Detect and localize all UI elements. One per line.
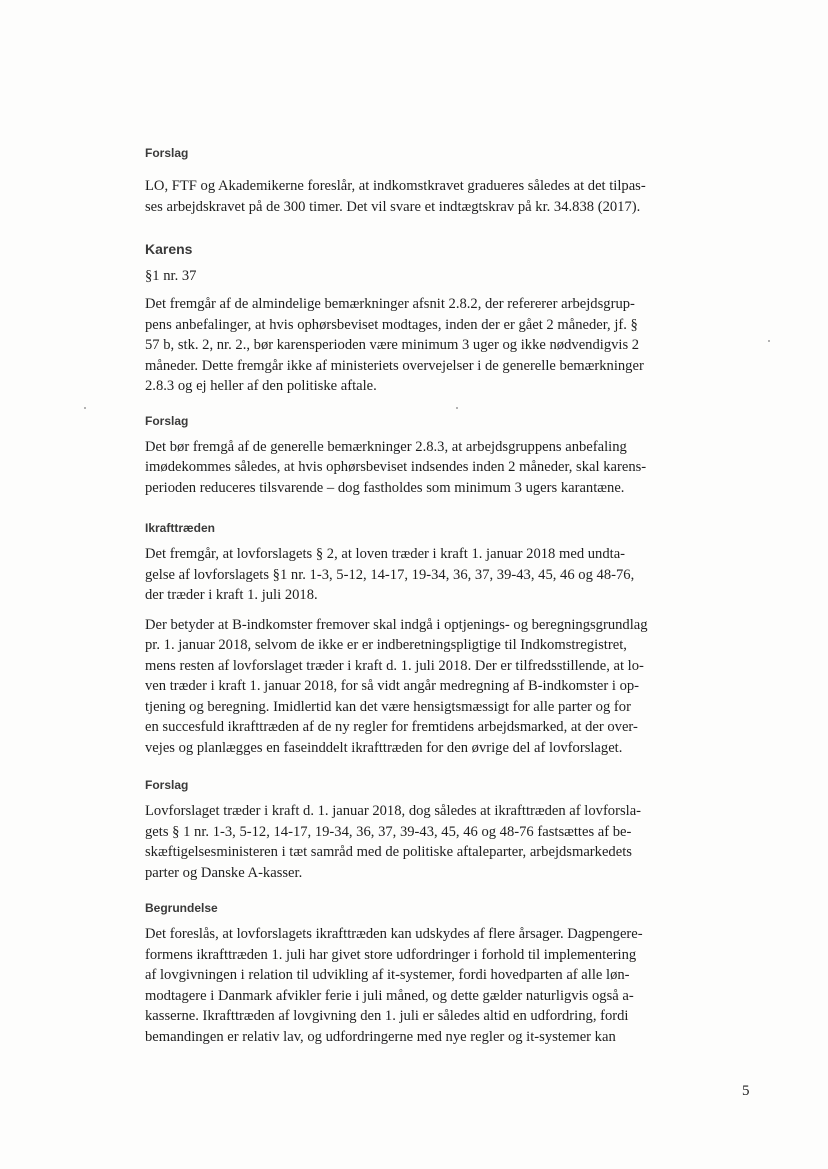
section-forslag-ikrafttraeden [145,778,680,883]
text-line: Det fremgår, at lovforslagets § 2, at loven træder i kraft 1. januar 2018 med undta- [145,546,626,562]
section-heading: Ikrafttræden [145,521,216,535]
text-line: Det bør fremgå af de generelle bemærkninger 2.8.3, at arbejdsgruppens anbefaling [145,438,627,455]
section-heading: Forslag [145,778,189,792]
text-line: Der betyder at B-indkomster fremover skal indgå i optjenings- og beregningsgrundlag [145,616,648,633]
document-body [145,146,680,1047]
section-paragraph [145,294,680,397]
text-line: parter og Danske A-kasser. [145,864,303,881]
text-line: mens resten af lovforslaget træder i kraft d. 1. juli 2018. Der er tilfredsstillende, at lo- [145,657,644,674]
text-line: Det foreslås, at lovforslagets ikrafttræden kan udskydes af flere årsager. Dagpengere- [145,926,643,942]
section-begrundelse [145,901,680,1047]
text-line: perioden reduceres tilsvarende – dog fastholdes som minimum 3 ugers karantæne. [145,479,625,496]
text-line: ven træder i kraft 1. januar 2018, for så vidt angår medregning af B-indkomster i op- [145,678,640,694]
text-line: bemandingen er relativ lav, og udfordringerne med nye regler og it-systemer kan [145,1028,616,1045]
section-paragraph [145,544,680,606]
text-line: LO, FTF og Akademikerne foreslår, at indkomstkravet gradueres således at det tilpas- [145,178,646,194]
text-line: Lovforslaget træder i kraft d. 1. januar 2018, dog således at ikrafttræden af lovforsla- [145,803,642,819]
section-paragraph [145,176,680,217]
text-line: af lovgivningen i relation til udvikling af it-systemer, fordi hovedparten af alle løn- [145,967,630,983]
section-heading: Begrundelse [145,901,218,915]
text-line: der træder i kraft 1. juli 2018. [145,587,318,603]
text-line: 57 b, stk. 2, nr. 2., bør karensperioden være minimum 3 uger og ikke nødvendigvis 2 [145,337,640,353]
text-line: imødekommes således, at hvis ophørsbeviset indsendes inden 2 måneder, skal karens- [145,459,647,475]
section-heading: Forslag [145,413,189,428]
section-paragraph [145,801,680,883]
text-line: gets § 1 nr. 1-3, 5-12, 14-17, 19-34, 36, 37, 39-43, 45, 46 og 48-76 fastsættes af be- [145,823,632,840]
section-paragraph [145,924,680,1047]
text-line: gelse af lovforslagets §1 nr. 1-3, 5-12, 14-17, 19-34, 36, 37, 39-43, 45, 46 og 48-76, [145,566,635,583]
text-line: ses arbejdskravet på de 300 timer. Det vil svare et indtægtskrav på kr. 34.838 (2017). [145,198,641,215]
section-paragraph [145,437,680,499]
scan-speck [84,407,86,409]
section-paragraph [145,615,680,759]
page-number: 5 [742,1083,750,1099]
text-line: måneder. Dette fremgår ikke af ministeriets overvejelser i de generelle bemærkninger [145,357,644,374]
text-line: skæftigelsesministeren i tæt samråd med de politiske aftaleparter, arbejdsmarkedets [145,844,632,860]
section-forslag-karens [145,414,680,499]
section-karens [145,241,680,397]
text-line: kasserne. Ikrafttræden af lovgivning den 1. juli er således altid en udfordring, fordi [145,1008,629,1024]
text-line: tjening og beregning. Imidlertid kan det være hensigtsmæssigt for alle parter og for [145,698,631,715]
text-line: formens ikrafttræden 1. juli har givet store udfordringer i forhold til implementering [145,946,637,963]
section-heading: Forslag [145,146,189,160]
text-line: en succesfuld ikrafttræden af de ny regler for fremtidens arbejdsmarked, at der over- [145,719,638,735]
section-forslag-indkomstkrav [145,146,680,217]
text-line: pr. 1. januar 2018, selvom de ikke er er indberetningspligtige til Indkomstregistret, [145,637,627,653]
text-line: 2.8.3 og ej heller af den politiske aftale. [145,378,377,394]
text-line: Det fremgår af de almindelige bemærkninger afsnit 2.8.2, der refererer arbejdsgrup- [145,296,635,312]
scan-speck [768,340,770,342]
text-line: modtagere i Danmark afvikler ferie i juli måned, og dette gælder naturligvis også a- [145,987,634,1004]
section-heading: Karens [145,241,193,257]
text-line: vejes og planlægges en faseinddelt ikrafttræden for den øvrige del af lovforslaget. [145,739,623,756]
section-reference: §1 nr. 37 [145,268,197,284]
section-ikrafttraeden [145,521,680,758]
text-line: pens anbefalinger, at hvis ophørsbeviset modtages, inden der er gået 2 måneder, jf. § [145,316,638,333]
